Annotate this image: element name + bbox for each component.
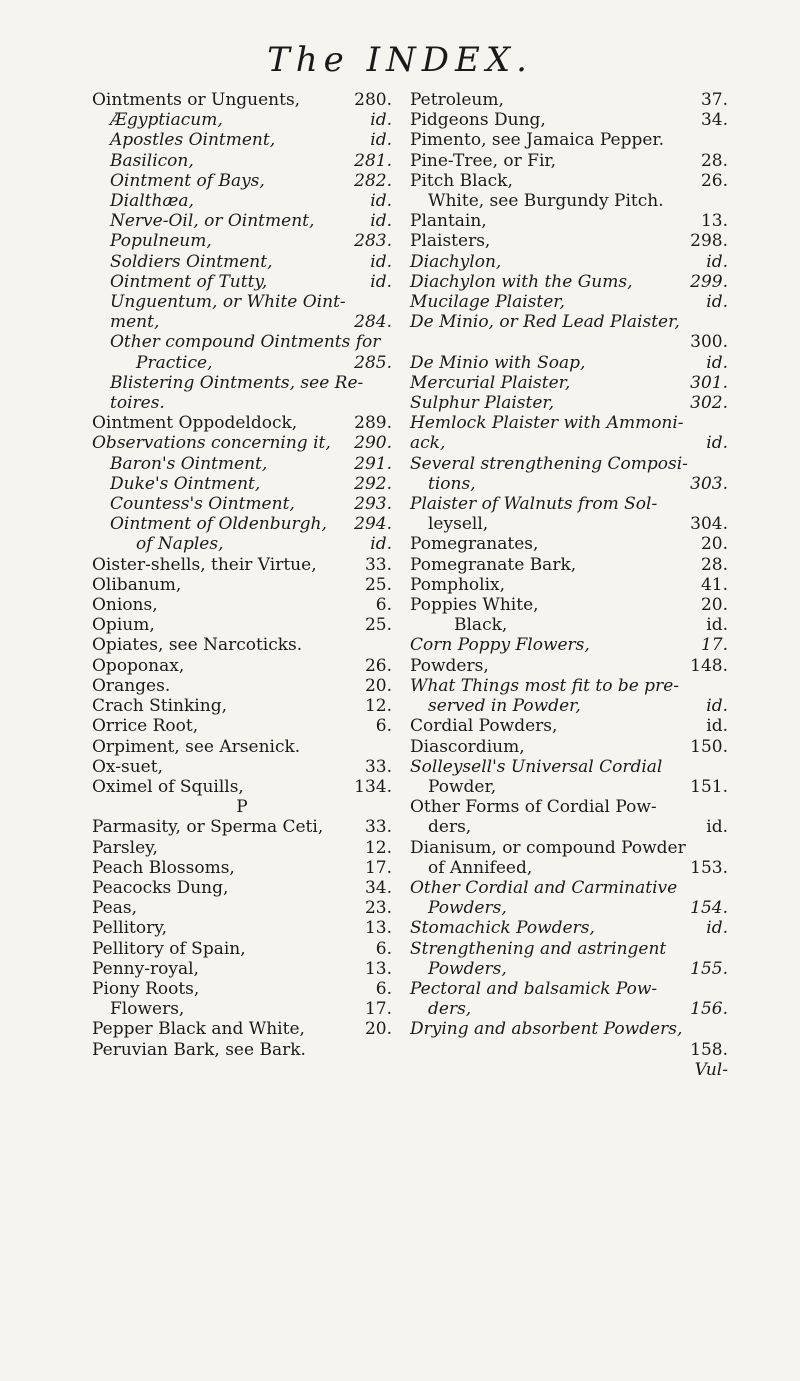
entry-text: P (236, 797, 248, 818)
page-number: id. (706, 817, 728, 838)
index-entry (410, 999, 728, 1019)
page-number: id. (370, 130, 392, 151)
index-entry (92, 413, 392, 433)
entry-text: of Naples, (136, 534, 224, 555)
page-number: 26. (700, 170, 728, 191)
entry-text: Pimento, see Jamaica Pepper. (410, 130, 665, 151)
index-entry (410, 817, 728, 837)
index-entry (92, 838, 392, 858)
index-entry (92, 353, 392, 373)
entry-text: Peacocks Dung, (92, 877, 229, 898)
index-entry (92, 151, 392, 171)
index-entry (92, 939, 392, 959)
index-entry (92, 777, 392, 797)
entry-text: Oximel of Squills, (92, 776, 244, 797)
index-entry (92, 817, 392, 837)
entry-text: Opoponax, (92, 655, 185, 676)
index-entry (410, 110, 728, 130)
index-entry (410, 231, 728, 251)
entry-text: Oister-shells, their Virtue, (92, 554, 317, 575)
index-entry (92, 454, 392, 474)
index-entry (92, 959, 392, 979)
entry-text: Orpiment, see Arsenick. (92, 736, 301, 757)
index-entry (92, 676, 392, 696)
page-number: 25. (364, 615, 392, 636)
page-number: 291. (354, 453, 392, 474)
entry-text: Plantain, (410, 211, 487, 232)
entry-text: leysell, (428, 514, 489, 535)
page-number: 299. (690, 271, 728, 292)
index-entry (410, 716, 728, 736)
entry-text: Peach Blossoms, (92, 857, 235, 878)
index-entry (410, 737, 728, 757)
index-entry (410, 494, 728, 514)
entry-text: Black, (454, 615, 508, 636)
page-number: id. (370, 191, 392, 212)
page-number: 304. (690, 514, 728, 535)
entry-text: Parmasity, or Sperma Ceti, (92, 817, 324, 838)
page-number: 12. (364, 696, 392, 717)
entry-text: Diachylon with the Gums, (410, 271, 633, 292)
index-entry (410, 1060, 728, 1080)
page-number: 154. (690, 898, 728, 919)
index-entry (410, 130, 728, 150)
page-number: 20. (364, 675, 392, 696)
page-number: id. (706, 251, 728, 272)
entry-text: Diascordium, (410, 736, 525, 757)
entry-text: Unguentum, or White Oint- (110, 292, 346, 313)
entry-text: Countess's Ointment, (110, 494, 295, 515)
index-entry (92, 292, 392, 312)
page-number: 28. (700, 554, 728, 575)
index-entry (410, 959, 728, 979)
entry-text: toires. (110, 393, 165, 414)
entry-text: Pidgeons Dung, (410, 110, 546, 131)
index-entry (410, 474, 728, 494)
page-number: 28. (700, 150, 728, 171)
page-number: 302. (690, 393, 728, 414)
index-entry (92, 514, 392, 534)
page-number: 23. (364, 898, 392, 919)
index-entry (92, 252, 392, 272)
page-number: 280. (354, 90, 392, 110)
page-number: 34. (700, 110, 728, 131)
entry-text: Blistering Ointments, see Re- (110, 372, 364, 393)
page-number: id. (706, 716, 728, 737)
page-number: 13. (700, 211, 728, 232)
entry-text: ders, (428, 999, 472, 1020)
entry-text: Mucilage Plaister, (410, 292, 565, 313)
entry-text: Corn Poppy Flowers, (410, 635, 590, 656)
index-entry (92, 757, 392, 777)
index-entry (92, 110, 392, 130)
page-number: 34. (364, 877, 392, 898)
index-entry (410, 514, 728, 534)
index-entry (410, 252, 728, 272)
index-entry (410, 898, 728, 918)
page-number: 153. (690, 857, 728, 878)
page-number: 134. (354, 776, 392, 797)
entry-text: Ointment of Bays, (110, 170, 265, 191)
index-entry (410, 918, 728, 938)
page-number: 6. (375, 716, 392, 737)
page-number: 33. (364, 817, 392, 838)
index-entry (410, 635, 728, 655)
index-entry (410, 393, 728, 413)
page-number: id. (370, 110, 392, 131)
index-entry (92, 474, 392, 494)
left-column (92, 90, 392, 1060)
page-number: 155. (690, 958, 728, 979)
page-number: 33. (364, 756, 392, 777)
entry-text: Parsley, (92, 837, 158, 858)
index-entry (92, 312, 392, 332)
page-number: id. (370, 534, 392, 555)
entry-text: Basilicon, (110, 150, 194, 171)
index-entry (410, 858, 728, 878)
entry-text: White, see Burgundy Pitch. (428, 191, 664, 212)
page-number: 298. (690, 231, 728, 252)
page-number: 17. (364, 857, 392, 878)
index-entry (92, 130, 392, 150)
page-number: 303. (690, 473, 728, 494)
entry-text: Plaister of Walnuts from Sol- (410, 494, 658, 515)
page-number: 285. (354, 352, 392, 373)
entry-text: Solleysell's Universal Cordial (410, 756, 663, 777)
page-number: 282. (354, 170, 392, 191)
index-entry (92, 90, 392, 110)
index-entry (410, 454, 728, 474)
index-entry (410, 656, 728, 676)
index-entry (410, 595, 728, 615)
page-number: 292. (354, 473, 392, 494)
index-entry (92, 656, 392, 676)
entry-text: Sulphur Plaister, (410, 393, 555, 414)
index-entry (92, 878, 392, 898)
entry-text: of Annifeed, (428, 857, 533, 878)
index-entry (92, 555, 392, 575)
page-number: 33. (364, 554, 392, 575)
entry-text: Pine-Tree, or Fir, (410, 150, 557, 171)
page-number: 25. (364, 574, 392, 595)
index-entry (410, 1019, 728, 1039)
page-number: 148. (690, 655, 728, 676)
index-entry (92, 494, 392, 514)
index-entry (410, 272, 728, 292)
page-number: Vul- (694, 1059, 728, 1080)
index-entry (92, 171, 392, 191)
index-entry (92, 635, 392, 655)
index-entry (92, 858, 392, 878)
index-entry (410, 676, 728, 696)
index-entry (410, 555, 728, 575)
index-entry (410, 312, 728, 332)
entry-text: Pomegranates, (410, 534, 539, 555)
entry-text: Peruvian Bark, see Bark. (92, 1039, 306, 1060)
entry-text: Ox-suet, (92, 756, 163, 777)
index-entry (410, 757, 728, 777)
index-entry (92, 534, 392, 554)
entry-text: Piony Roots, (92, 978, 200, 999)
index-entry (410, 838, 728, 858)
entry-text: tions, (428, 473, 476, 494)
entry-text: Other Forms of Cordial Pow- (410, 797, 657, 818)
entry-text: ack, (410, 433, 446, 454)
page-number: 12. (364, 837, 392, 858)
page-number: 6. (375, 595, 392, 616)
page-number: 294. (354, 514, 392, 535)
entry-text: Dialthæa, (110, 191, 194, 212)
index-entry (92, 979, 392, 999)
page-number: 20. (700, 595, 728, 616)
entry-text: Powders, (428, 898, 507, 919)
index-entry (410, 353, 728, 373)
index-entry (410, 90, 728, 110)
page-number: 151. (690, 776, 728, 797)
entry-text: Onions, (92, 595, 158, 616)
entry-text: Powders, (410, 655, 489, 676)
entry-text: Cordial Powders, (410, 716, 558, 737)
page-number: 20. (364, 1019, 392, 1040)
entry-text: Populneum, (110, 231, 212, 252)
entry-text: Plaisters, (410, 231, 491, 252)
entry-text: Baron's Ointment, (110, 453, 268, 474)
entry-text: Pellitory, (92, 918, 167, 939)
entry-text: Pepper Black and White, (92, 1019, 305, 1040)
entry-text: Powders, (428, 958, 507, 979)
index-entry (410, 797, 728, 817)
entry-text: Opium, (92, 615, 155, 636)
page-number: 158. (690, 1039, 728, 1060)
index-entry (92, 918, 392, 938)
index-entry (92, 1040, 392, 1060)
entry-text: Other Cordial and Carminative (410, 877, 678, 898)
index-entry (410, 332, 728, 352)
index-entry (92, 373, 392, 393)
page-number: 293. (354, 494, 392, 515)
entry-text: Petroleum, (410, 90, 504, 110)
entry-text: Pitch Black, (410, 170, 513, 191)
index-entry (92, 272, 392, 292)
entry-text: Oranges. (92, 675, 171, 696)
index-entry (92, 332, 392, 352)
page-number: id. (706, 615, 728, 636)
index-entry (410, 615, 728, 635)
entry-text: Duke's Ointment, (110, 473, 261, 494)
index-entry (92, 575, 392, 595)
entry-text: Ointment Oppodeldock, (92, 413, 298, 434)
page-number: id. (706, 918, 728, 939)
index-entry (410, 979, 728, 999)
index-entry (92, 716, 392, 736)
index-entry (410, 878, 728, 898)
entry-text: Other compound Ointments for (110, 332, 381, 353)
index-entry (92, 999, 392, 1019)
entry-text: Penny-royal, (92, 958, 199, 979)
entry-text: Strengthening and astringent (410, 938, 667, 959)
entry-text: Olibanum, (92, 574, 182, 595)
index-entry (410, 433, 728, 453)
index-entry (92, 615, 392, 635)
page-number: id. (370, 271, 392, 292)
page-number: 6. (375, 978, 392, 999)
page-number: 6. (375, 938, 392, 959)
page-number: 281. (354, 150, 392, 171)
entry-text: Hemlock Plaister with Ammoni- (410, 413, 684, 434)
page-number: 284. (354, 312, 392, 333)
index-entry (410, 373, 728, 393)
entry-text: Dianisum, or compound Powder (410, 837, 686, 858)
index-entry (410, 777, 728, 797)
index-entry (410, 151, 728, 171)
index-entry (410, 171, 728, 191)
entry-text: Pectoral and balsamick Pow- (410, 978, 658, 999)
right-column (410, 90, 728, 1080)
entry-text: Apostles Ointment, (110, 130, 276, 151)
page-number: 290. (354, 433, 392, 454)
entry-text: Nerve-Oil, or Ointment, (110, 211, 315, 232)
page-number: 283. (354, 231, 392, 252)
index-entry (92, 797, 392, 817)
entry-text: Stomachick Powders, (410, 918, 595, 939)
entry-text: Ointment of Tutty, (110, 271, 268, 292)
page-number: id. (370, 251, 392, 272)
entry-text: Powder, (428, 776, 497, 797)
index-entry (92, 737, 392, 757)
entry-text: Orrice Root, (92, 716, 199, 737)
entry-text: Observations concerning it, (92, 433, 331, 454)
index-entry (410, 696, 728, 716)
entry-text: Poppies White, (410, 595, 539, 616)
index-entry (410, 292, 728, 312)
entry-text: Opiates, see Narcoticks. (92, 635, 303, 656)
page-number: 37. (700, 90, 728, 110)
index-entry (92, 231, 392, 251)
index-entry (410, 575, 728, 595)
index-entry (92, 898, 392, 918)
index-entry (410, 534, 728, 554)
entry-text: Flowers, (110, 999, 185, 1020)
entry-text: Soldiers Ointment, (110, 251, 273, 272)
page-number: 41. (700, 574, 728, 595)
entry-text: ders, (428, 817, 472, 838)
entry-text: served in Powder, (428, 696, 581, 717)
index-entry (92, 1019, 392, 1039)
entry-text: Mercurial Plaister, (410, 372, 571, 393)
page-number: 156. (690, 999, 728, 1020)
entry-text: Pompholix, (410, 574, 506, 595)
page-number: id. (706, 292, 728, 313)
index-entry (92, 393, 392, 413)
entry-text: Ointments or Unguents, (92, 90, 301, 110)
page-number: 150. (690, 736, 728, 757)
entry-text: De Minio, or Red Lead Plaister, (410, 312, 680, 333)
page-number: id. (370, 211, 392, 232)
index-entry (410, 191, 728, 211)
entry-text: Several strengthening Composi- (410, 453, 688, 474)
index-entry (92, 696, 392, 716)
entry-text: Practice, (136, 352, 213, 373)
page-number: id. (706, 696, 728, 717)
entry-text: Pellitory of Spain, (92, 938, 246, 959)
entry-text: What Things most fit to be pre- (410, 675, 679, 696)
page-number: 26. (364, 655, 392, 676)
entry-text: Diachylon, (410, 251, 502, 272)
entry-text: ment, (110, 312, 160, 333)
entry-text: Ointment of Oldenburgh, (110, 514, 327, 535)
page-number: 20. (700, 534, 728, 555)
index-entry (92, 433, 392, 453)
page-number: id. (706, 352, 728, 373)
index-entry (92, 191, 392, 211)
page-title: The INDEX. (267, 40, 533, 80)
index-entry (410, 211, 728, 231)
page-number: 13. (364, 918, 392, 939)
page-number: 17. (364, 999, 392, 1020)
entry-text: Crach Stinking, (92, 696, 227, 717)
index-entry (410, 413, 728, 433)
index-entry (410, 939, 728, 959)
page-number: 301. (690, 372, 728, 393)
page-number: 300. (690, 332, 728, 353)
entry-text: De Minio with Soap, (410, 352, 586, 373)
index-entry (410, 1040, 728, 1060)
entry-text: Pomegranate Bark, (410, 554, 577, 575)
page-number: 13. (364, 958, 392, 979)
index-entry (92, 595, 392, 615)
page-number: 289. (354, 413, 392, 434)
page-number: 17. (700, 635, 728, 656)
entry-text: Peas, (92, 898, 137, 919)
index-entry (92, 211, 392, 231)
page-number: id. (706, 433, 728, 454)
entry-text: Ægyptiacum, (110, 110, 223, 131)
entry-text: Drying and absorbent Powders, (410, 1019, 683, 1040)
